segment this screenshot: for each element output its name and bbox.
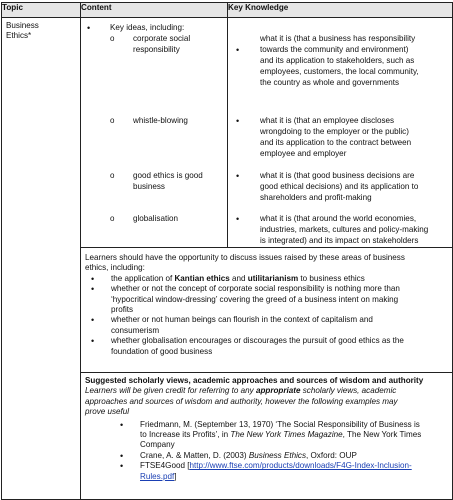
key-idea-label: good ethics is good	[133, 171, 203, 180]
topic-cell	[2, 18, 81, 500]
knowledge-line: shareholders and profit-making	[260, 193, 372, 202]
circle-bullet-icon: o	[110, 214, 115, 223]
bullet-icon: •	[120, 450, 124, 461]
knowledge-line: is integrated) and its impact on stakeholders	[260, 236, 419, 245]
table-header-row	[2, 3, 453, 18]
key-ideas-row	[2, 18, 453, 248]
knowledge-line: and its application to stakeholders, such as	[260, 56, 415, 65]
specification-table	[1, 2, 453, 500]
bullet-icon: •	[236, 214, 240, 224]
knowledge-header: Key Knowledge	[228, 3, 453, 18]
discussion-point: • whether globalisation encourages or discourages the pursuit of good ethics as the foundation of good business	[91, 336, 404, 356]
bullet-icon: •	[236, 45, 240, 55]
discussion-point: • the application of Kantian ethics and utilitarianism to business ethics	[91, 273, 365, 284]
content-header: Content	[81, 3, 228, 18]
bullet-icon: •	[91, 284, 95, 295]
circle-bullet-icon: o	[110, 34, 115, 43]
bullet-icon: •	[236, 116, 240, 126]
key-idea-label: whistle-blowing	[133, 116, 188, 125]
topic-text: Business Ethics*	[6, 21, 39, 41]
knowledge-line: and its application to the contract between	[260, 138, 412, 147]
discussion-point: • whether or not the concept of corporate social responsibility is nothing more than ‘hypocritical window-dressing’ covering the greed of a business intent on making profits	[91, 284, 400, 315]
knowledge-line: good ethical decisions) and its application to	[260, 182, 419, 191]
topic-header: Topic	[2, 3, 81, 18]
reference-item: • FTSE4Good [http://www.ftse.com/products/downloads/F4G-Index-Inclusion- Rules.pdf]	[120, 461, 412, 481]
reference-item: • Friedmann, M. (September 13, 1970) ‘The Social Responsibility of Business is to Increase its Profits’, in The New York Times Magazine, The New York Times Company	[120, 419, 422, 450]
knowledge-line: what it is (that a business has responsibility	[260, 34, 416, 43]
bullet-icon: •	[91, 273, 95, 284]
knowledge-line: towards the community and environment)	[260, 45, 409, 54]
key-ideas-intro: Key ideas, including:	[110, 23, 185, 32]
bullet-icon: •	[120, 419, 124, 430]
discussion-intro: Learners should have the opportunity to discuss issues raised by these areas of business ethics, including:	[85, 253, 405, 273]
key-idea-label: corporate social	[133, 34, 191, 43]
knowledge-line: the country as whole and governments	[260, 78, 400, 87]
discussion-point: • whether or not human beings can flourish in the context of capitalism and consumerism	[91, 315, 373, 335]
ftse-link[interactable]: Rules.pdf	[140, 471, 175, 481]
key-idea-label: business	[133, 182, 165, 191]
reference-item: • Crane, A. & Matten, D. (2003) Business Ethics, Oxford: OUP	[120, 450, 357, 461]
key-idea-label: globalisation	[133, 214, 178, 223]
knowledge-cell	[228, 18, 453, 248]
scholarly-title: Suggested scholarly views, academic approaches and sources of wisdom and authority	[85, 376, 424, 385]
scholarly-cell	[81, 373, 453, 500]
ftse-link[interactable]: http://www.ftse.com/products/downloads/F4G-Index-Inclusion-	[189, 461, 412, 471]
bullet-icon: •	[87, 23, 91, 33]
knowledge-line: wrongdoing to the employer or the public)	[260, 127, 409, 136]
knowledge-line: industries, markets, cultures and policy-making	[260, 225, 429, 234]
knowledge-line: employees, customers, the local community,	[260, 67, 419, 76]
knowledge-line: employee and employer	[260, 149, 347, 158]
circle-bullet-icon: o	[110, 116, 115, 125]
key-idea-label: responsibility	[133, 45, 180, 54]
knowledge-line: what it is (that around the world economies,	[260, 214, 417, 223]
discussion-cell	[81, 248, 453, 373]
circle-bullet-icon: o	[110, 171, 115, 180]
scholarly-note: Learners will be given credit for referring to any appropriate scholarly views, academic approaches and sources of wisdom and authority, however the following examples may prove useful	[85, 386, 398, 417]
knowledge-line: what it is (that good business decisions are	[260, 171, 415, 180]
bullet-icon: •	[91, 336, 95, 347]
bullet-icon: •	[91, 315, 95, 326]
content-cell	[81, 18, 228, 248]
bullet-icon: •	[120, 461, 124, 472]
knowledge-line: what it is (that an employee discloses	[260, 116, 395, 125]
bullet-icon: •	[236, 171, 240, 181]
